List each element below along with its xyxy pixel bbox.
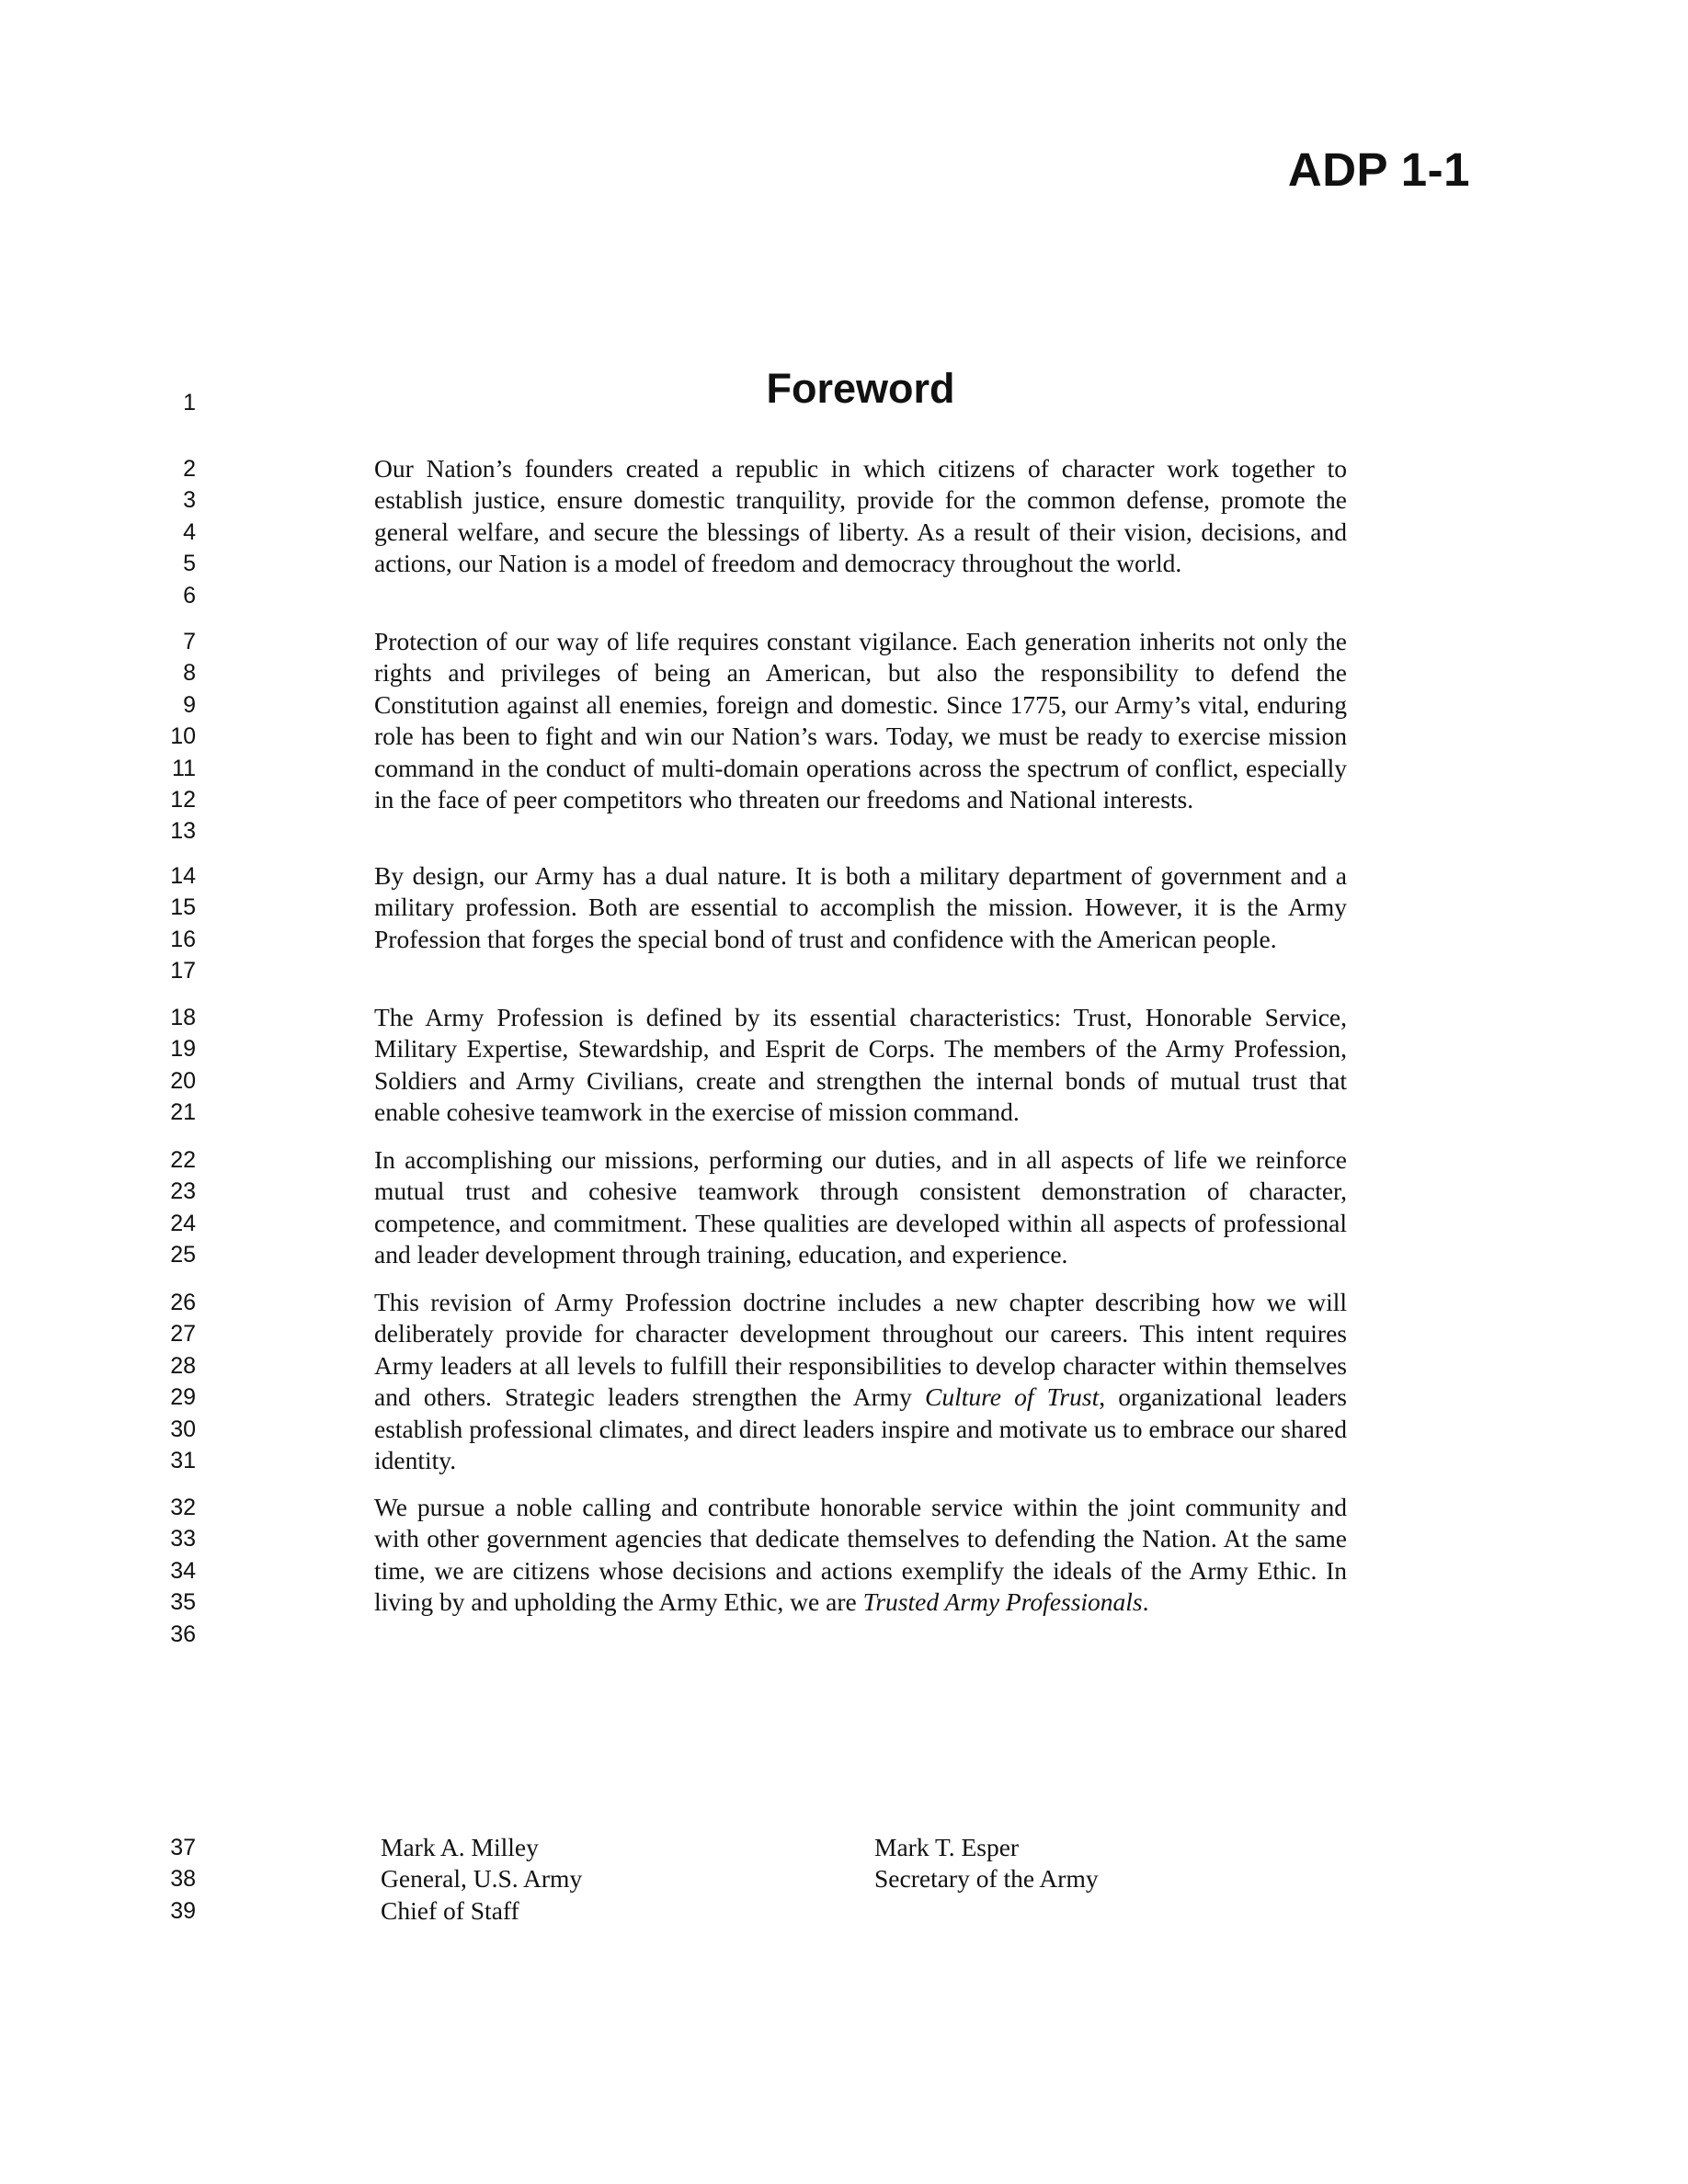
line-number: 35 bbox=[170, 1589, 196, 1616]
paragraph-text: By design, our Army has a dual nature. It is both a military department of government and a military profession. Both are essential to accomplish the mission. However, it is the Army Profession that forges the special bond of trust and confidence with the American people. bbox=[374, 861, 1347, 953]
line-number: 1 bbox=[183, 390, 196, 415]
line-number: 31 bbox=[170, 1448, 196, 1474]
line-number: 21 bbox=[170, 1099, 196, 1126]
emphasis-text: Culture of Trust bbox=[925, 1382, 1100, 1412]
paragraph-text: In accomplishing our missions, performing our duties, and in all aspects of life we reinforce mutual trust and cohesive teamwork through consistent demonstration of character, competence, and commitment. These qualities are developed within all aspects of professional and leader development through training, education, and experience. bbox=[374, 1145, 1347, 1269]
line-number: 4 bbox=[183, 518, 196, 545]
line-number: 12 bbox=[170, 787, 196, 813]
line-number: 10 bbox=[170, 723, 196, 750]
signatory-name: Mark T. Esper bbox=[874, 1833, 1020, 1861]
page-title: Foreword bbox=[766, 365, 955, 412]
line-number: 39 bbox=[170, 1897, 196, 1924]
line-number: 22 bbox=[170, 1147, 196, 1173]
paragraph-line-numbers bbox=[141, 860, 196, 987]
signature-block-right bbox=[874, 1832, 1099, 1895]
line-number: 27 bbox=[170, 1321, 196, 1348]
body-paragraph bbox=[374, 1492, 1347, 1619]
signatory-position: Chief of Staff bbox=[381, 1895, 519, 1925]
line-number: 34 bbox=[170, 1557, 196, 1584]
signatory-position: Secretary of the Army bbox=[874, 1864, 1099, 1894]
paragraph-line-numbers bbox=[141, 626, 196, 847]
signatory-rank: General, U.S. Army bbox=[381, 1864, 583, 1894]
line-number: 3 bbox=[183, 487, 196, 514]
line-number: 15 bbox=[170, 894, 196, 921]
body-paragraph bbox=[374, 860, 1347, 955]
line-number: 32 bbox=[170, 1495, 196, 1520]
line-number: 18 bbox=[170, 1005, 196, 1030]
line-number: 17 bbox=[170, 958, 196, 984]
paragraph-line-numbers bbox=[141, 453, 196, 611]
document-id: ADP 1-1 bbox=[1287, 143, 1470, 196]
line-number: 23 bbox=[170, 1178, 196, 1205]
line-number: 37 bbox=[170, 1835, 196, 1860]
paragraph-text: This revision of Army Profession doctrine includes a new chapter describing how we will deliberately provide for character development throughout our careers. This intent requires Army leaders at all levels to fulfill their responsibilities to develop character within themselves and others. Strategic leaders strengthen the Army bbox=[374, 1288, 1347, 1412]
paragraph-line-numbers bbox=[141, 1492, 196, 1650]
signature-block-left bbox=[381, 1832, 582, 1927]
line-number: 38 bbox=[170, 1866, 196, 1893]
line-number: 5 bbox=[183, 551, 196, 577]
paragraph-text: Our Nation’s founders created a republic in which citizens of character work together to establish justice, ensure domestic tranquility, provide for the common defense, promote the general welfare, and secure the blessings of liberty. As a result of their vision, decisions, and actions, our Nation is a model of freedom and democracy throughout the world. bbox=[374, 454, 1347, 578]
line-number: 19 bbox=[170, 1036, 196, 1063]
line-number: 9 bbox=[183, 691, 196, 718]
line-number: 26 bbox=[170, 1290, 196, 1315]
line-number: 36 bbox=[170, 1621, 196, 1647]
paragraph-line-numbers bbox=[141, 1144, 196, 1271]
line-number: 29 bbox=[170, 1384, 196, 1411]
body-paragraph bbox=[374, 1144, 1347, 1271]
line-number: 13 bbox=[170, 818, 196, 845]
line-number: 7 bbox=[183, 629, 196, 654]
paragraph-line-numbers bbox=[141, 1002, 196, 1129]
paragraph-text: . bbox=[1142, 1587, 1149, 1617]
line-number: 14 bbox=[170, 863, 196, 889]
paragraph-text: We pursue a noble calling and contribute honorable service within the joint community and with other government agencies that dedicate themselves to defending the Nation. At the same time, we are citizens whose decisions and actions exemplify the ideals of the Army Ethic. In living by and upholding the Army Ethic, we are bbox=[374, 1493, 1347, 1617]
line-number: 28 bbox=[170, 1352, 196, 1379]
line-number: 24 bbox=[170, 1210, 196, 1236]
line-number: 2 bbox=[183, 456, 196, 482]
body-paragraph bbox=[374, 453, 1347, 580]
line-number: 11 bbox=[172, 755, 196, 781]
line-number: 16 bbox=[170, 926, 196, 952]
paragraph-text: , organizational leaders establish professional climates, and direct leaders inspire and motivate us to embrace our shared identity. bbox=[374, 1382, 1347, 1475]
emphasis-text: Trusted Army Professionals bbox=[862, 1587, 1143, 1617]
line-number: 20 bbox=[170, 1067, 196, 1094]
line-number: 30 bbox=[170, 1416, 196, 1442]
signature-line-numbers bbox=[141, 1832, 196, 1927]
line-number: 33 bbox=[170, 1526, 196, 1553]
line-number: 25 bbox=[170, 1242, 196, 1268]
body-paragraph bbox=[374, 626, 1347, 815]
paragraph-text: Protection of our way of life requires constant vigilance. Each generation inherits not only the rights and privileges of being an American, but also the responsibility to defend the Constitution against all enemies, foreign and domestic. Since 1775, our Army’s vital, enduring role has been to fight and win our Nation’s wars. Today, we must be ready to exercise mission command in the conduct of multi-domain operations across the spectrum of conflict, especially in the face of peer competitors who threaten our freedoms and National interests. bbox=[374, 627, 1347, 814]
line-number: 6 bbox=[183, 582, 196, 609]
signatory-name: Mark A. Milley bbox=[381, 1833, 539, 1861]
body-paragraph bbox=[374, 1287, 1347, 1476]
line-number: 8 bbox=[183, 660, 196, 687]
paragraph-line-numbers bbox=[141, 1287, 196, 1476]
body-paragraph bbox=[374, 1002, 1347, 1129]
paragraph-text: The Army Profession is defined by its essential characteristics: Trust, Honorable Service, Military Expertise, Stewardship, and Esprit de Corps. The members of the Army Profession, Soldiers and Army Civilians, create and strengthen the internal bonds of mutual trust that enable cohesive teamwork in the exercise of mission command. bbox=[374, 1003, 1347, 1127]
